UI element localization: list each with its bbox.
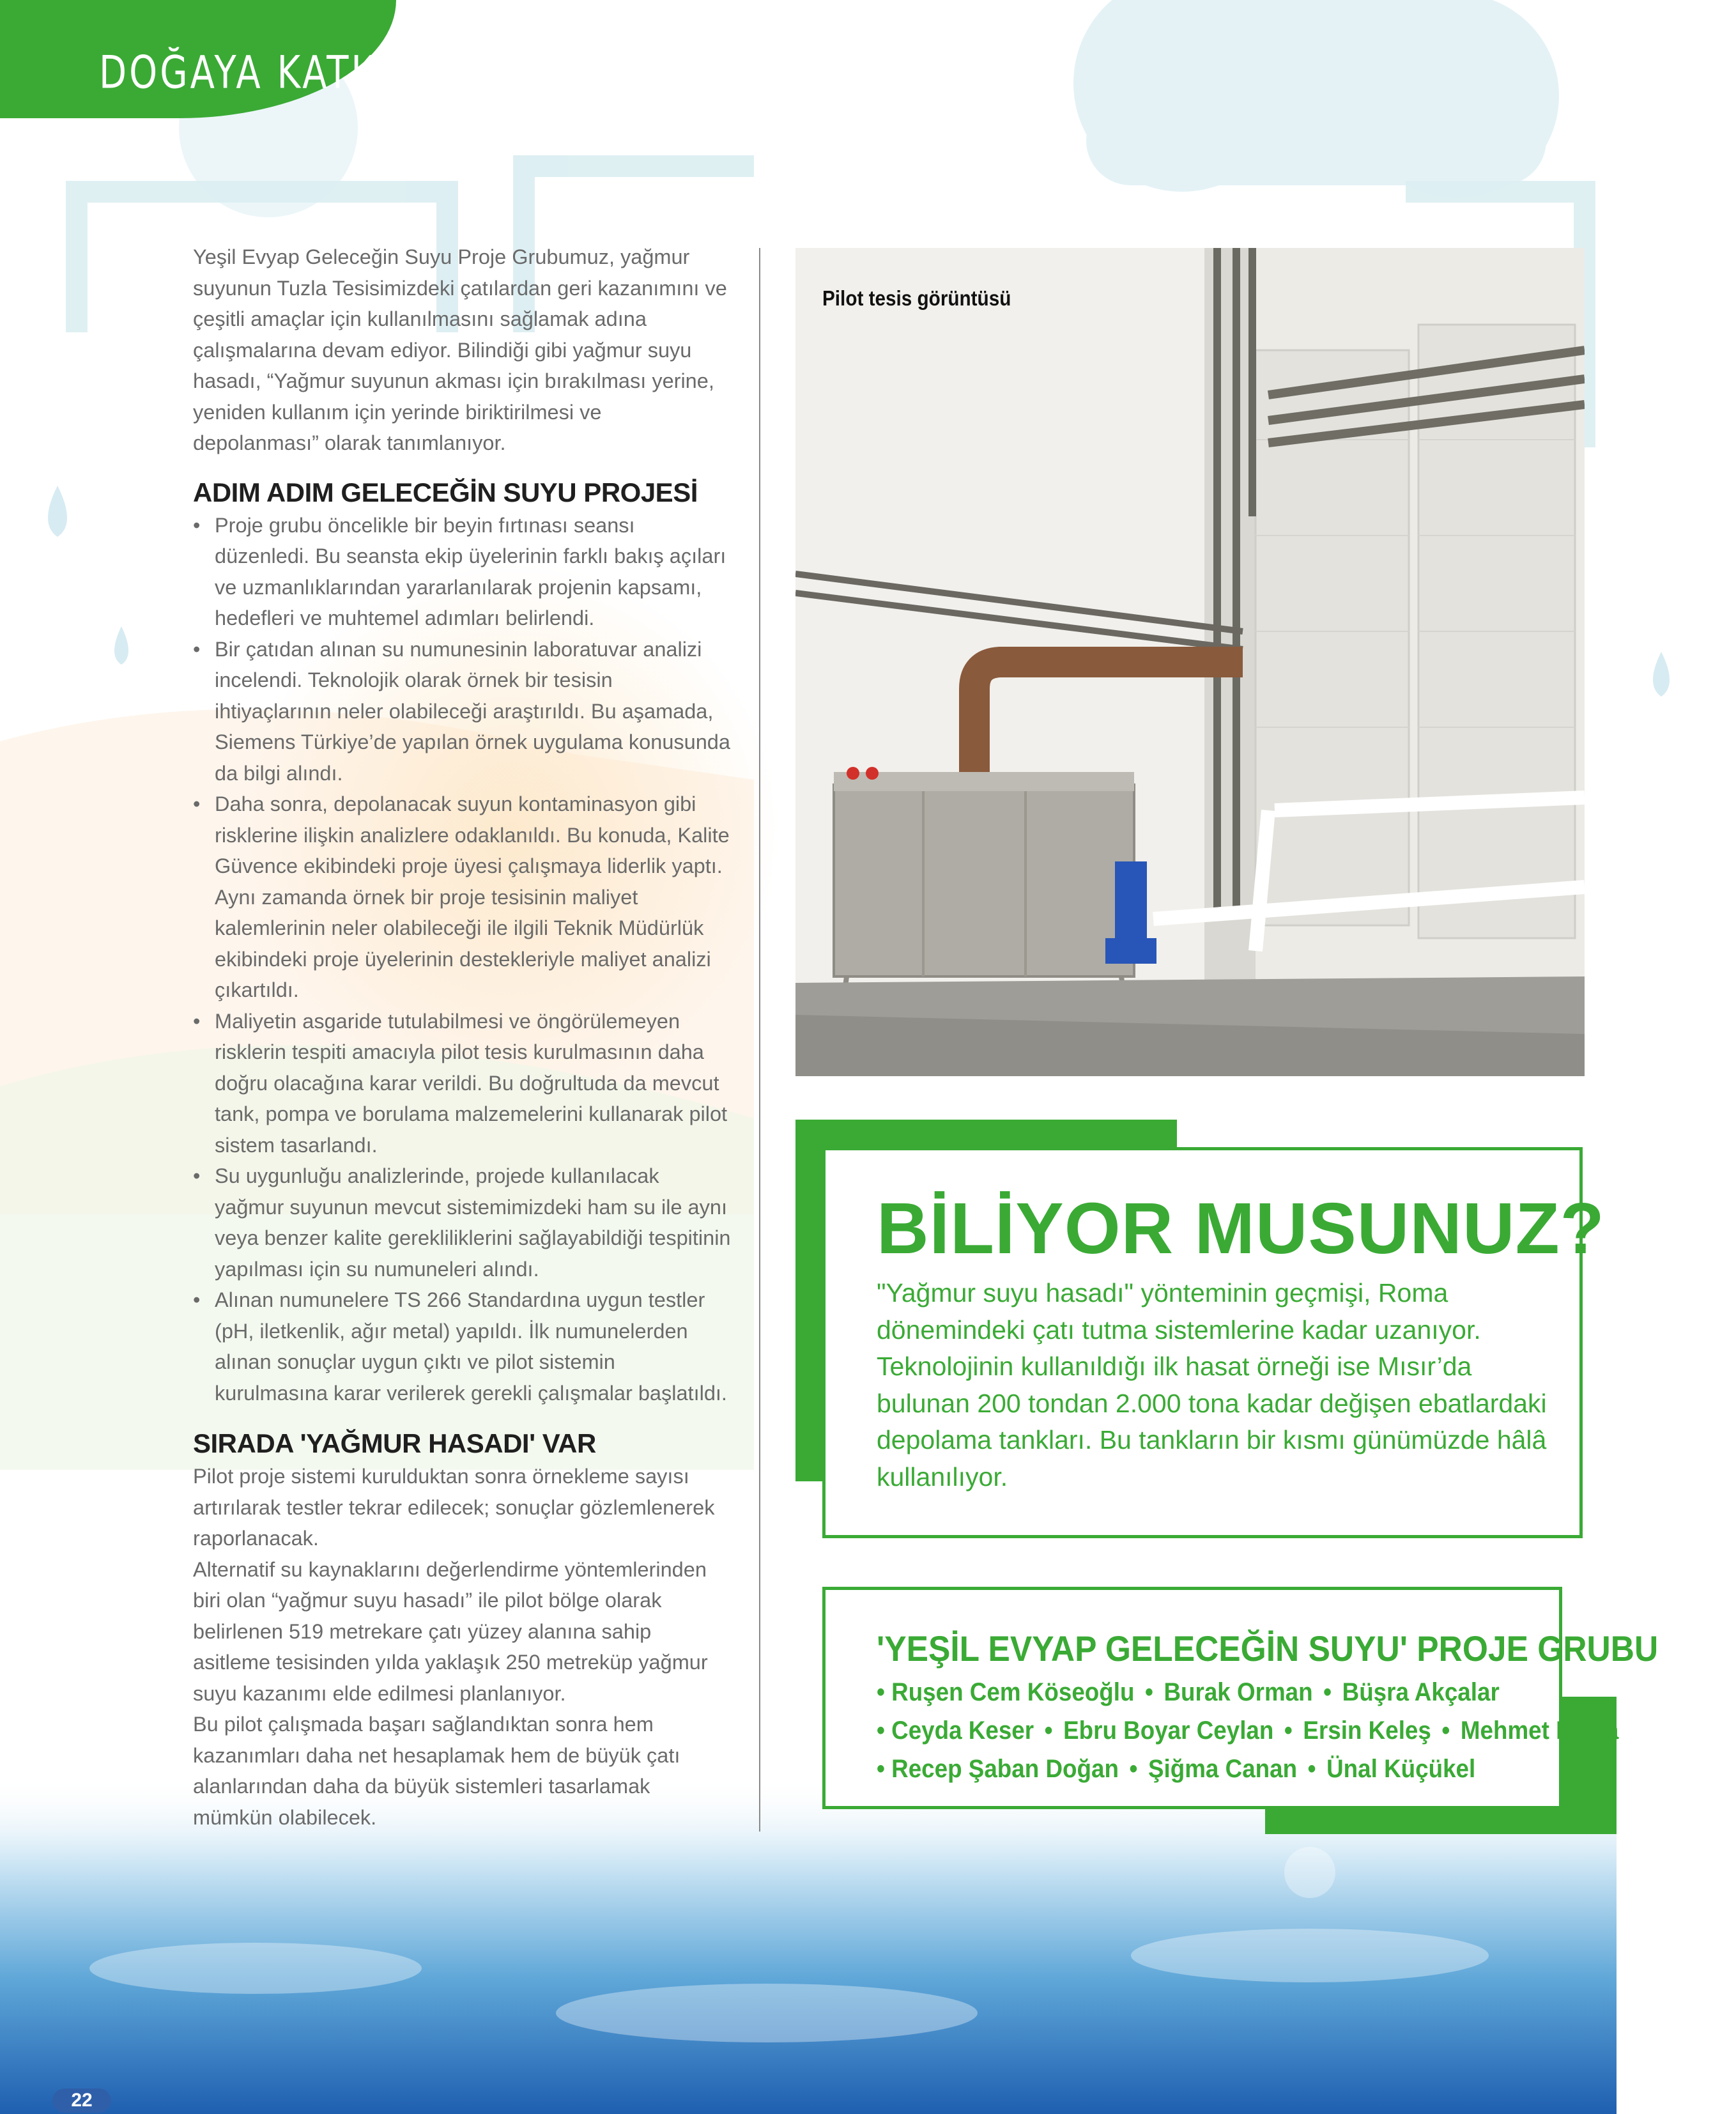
pilot-facility-photo (795, 248, 1585, 1076)
project-group-box (822, 1587, 1659, 1809)
paragraph: Pilot proje sistemi kurulduktan sonra örnekleme sayısı artırılarak testler tekrar edilecek; sonuçlar gözlemlenerek raporlanacak. (193, 1465, 715, 1550)
member-name: Ruşen Cem Köseoğlu (891, 1678, 1135, 1706)
photo-caption: Pilot tesis görüntüsü (822, 286, 1011, 310)
member-name: Recep Şaban Doğan (891, 1755, 1119, 1783)
member-name: Ersin Keleş (1303, 1717, 1431, 1745)
member-name: Ünal Küçükel (1326, 1755, 1476, 1783)
member-name: Ceyda Keser (891, 1717, 1034, 1745)
intro-paragraph: Yeşil Evyap Geleceğin Suyu Proje Grubumuz, yağmur suyunun Tuzla Tesisimizdeki çatılardan geri kazanımını ve çeşitli amaçlar için kullanılmasını sağlamak adına çalışmalarına devam ediyor. Bilindiği gibi yağmur suyu hasadı, “Yağmur suyunun akması için bırakılması yerine, yeniden kullanım için yerinde biriktirilmesi ve depolanması” olarak tanımlanıyor. (193, 245, 727, 454)
paragraph: Alternatif su kaynaklarını değerlendirme yöntemlerinden biri olan “yağmur suyu hasadı” ile pilot bölge olarak belirlenen 519 metrekare çatı yüzey alanına sahip asitleme tesisinden yılda yaklaşık 250 metreküp yağmur suyu kazanımı elde edilmesi planlanıyor. (193, 1557, 708, 1705)
column-divider (759, 248, 760, 1832)
member-name: Burak Orman (1164, 1678, 1313, 1706)
member-name: Ebru Boyar Ceylan (1063, 1717, 1274, 1745)
member-name: Mehmet Nalça (1460, 1717, 1619, 1745)
list-item: • Bir çatıdan alınan su numunesinin laboratuvar analizi incelendi. Teknolojik olarak örnek bir tesisin ihtiyaçlarının neler olabileceği araştırıldı. Bu aşamada, Siemens Türkiye’de yapılan örnek uygulama konusunda da bilgi alındı. (193, 634, 733, 789)
article-body (193, 242, 733, 1833)
list-item: • Proje grubu öncelikle bir beyin fırtınası seansı düzenledi. Bu seansta ekip üyelerinin farklı bakış açıları ve uzmanlıklarından yararlanılarak projenin kapsamı, hedefleri ve muhtemel adımları belirlendi. (193, 510, 733, 634)
steps-list (193, 510, 733, 1409)
member-name: Büşra Akçalar (1342, 1678, 1500, 1706)
did-you-know-box (822, 1147, 1605, 1538)
group-title: 'YEŞİL EVYAP GELECEĞİN SUYU' PROJE GRUBU (877, 1628, 1659, 1669)
section-heading-2: SIRADA 'YAĞMUR HASADI' VAR (193, 1428, 596, 1458)
section-label: DOĞAYA KATKI (99, 47, 390, 100)
page-number: 22 (52, 2088, 111, 2113)
info-box-text: "Yağmur suyu hasadı" yönteminin geçmişi, Roma dönemindeki çatı tutma sistemlerine kadar uzanıyor. Teknolojinin kullanıldığı ilk hasat örneği ise Mısır’da bulunan 200 tondan 2.000 tona kadar değişen ebatlardaki depolama tankları. Bu tankların bir kısmı günümüzde hâlâ kullanılıyor. (877, 1278, 1547, 1492)
member-row: • Recep Şaban Doğan • Şiğma Canan • Ünal Küçükel (877, 1755, 1476, 1783)
member-name: Şiğma Canan (1148, 1755, 1298, 1783)
info-box-title: BİLİYOR MUSUNUZ? (877, 1188, 1605, 1269)
paragraph: Bu pilot çalışmada başarı sağlandıktan sonra hem kazanımları daha net hesaplamak hem de büyük çatı alanlarından daha da büyük sistemleri tasarlamak mümkün olabilecek. (193, 1713, 680, 1829)
list-item: • Maliyetin asgaride tutulabilmesi ve öngörülemeyen risklerin tespiti amacıyla pilot tesis kurulmasının daha doğru olacağına karar verildi. Bu doğrultuda da mevcut tank, pompa ve borulama malzemelerini kullanarak pilot sistem tasarlandı. (193, 1006, 733, 1161)
member-row: • Ruşen Cem Köseoğlu • Burak Orman • Büşra Akçalar (877, 1678, 1500, 1706)
member-row: • Ceyda Keser • Ebru Boyar Ceylan • Ersin Keleş • Mehmet Nalça (877, 1717, 1619, 1745)
list-item: • Su uygunluğu analizlerinde, projede kullanılacak yağmur suyunun mevcut sistemimizdeki ham su ile aynı veya benzer kalite gerekliliklerini sağlayabildiği tespitinin yapılması için su numuneleri alındı. (193, 1161, 733, 1285)
section-heading-1: ADIM ADIM GELECEĞİN SUYU PROJESİ (193, 477, 698, 507)
group-members (877, 1673, 1619, 1788)
list-item: • Daha sonra, depolanacak suyun kontaminasyon gibi risklerine ilişkin analizlere odaklanıldı. Bu konuda, Kalite Güvence ekibindeki proje üyesi çalışmaya liderlik yaptı. Aynı zamanda örnek bir proje tesisinin maliyet kalemlerinin neler olabileceği ile ilgili Teknik Müdürlük ekibindeki proje üyelerinin destekleriyle maliyet analizi çıkartıldı. (193, 789, 733, 1006)
list-item: • Alınan numunelere TS 266 Standardına uygun testler (pH, iletkenlik, ağır metal) yapıldı. İlk numunelerden alınan sonuçlar uygun çıktı ve pilot sistemin kurulmasına karar verilerek gerekli çalışmalar başlatıldı. (193, 1285, 733, 1408)
